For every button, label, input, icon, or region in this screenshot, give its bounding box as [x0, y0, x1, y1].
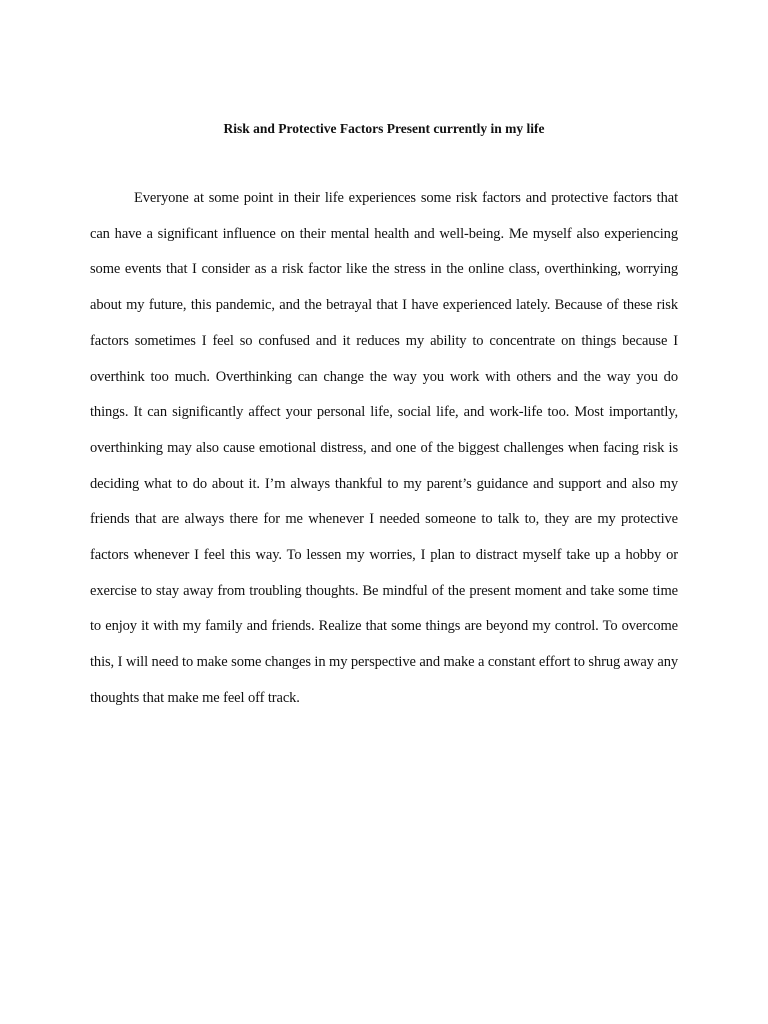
- document-body-paragraph: Everyone at some point in their life experiences some risk factors and protective factors that can have a significant influence on their mental health and well-being. Me myself also experiencing some events that I consider as a risk factor like the stress in the online class, overthinking, worrying about my future, this pandemic, and the betrayal that I have experienced lately. Because of these risk factors sometimes I feel so confused and it reduces my ability to concentrate on things because I overthink too much. Overthinking can change the way you work with others and the way you do things. It can significantly affect your personal life, social life, and work-life too. Most importantly, overthinking may also cause emotional distress, and one of the biggest challenges when facing risk is deciding what to do about it. I’m always thankful to my parent’s guidance and support and also my friends that are always there for me whenever I needed someone to talk to, they are my protective factors whenever I feel this way. To lessen my worries, I plan to distract myself take up a hobby or exercise to stay away from troubling thoughts. Be mindful of the present moment and take some time to enjoy it with my family and friends. Realize that some things are beyond my control. To overcome this, I will need to make some changes in my perspective and make a constant effort to shrug away any thoughts that make me feel off track.: [90, 190, 678, 706]
- document-title: Risk and Protective Factors Present currently in my life: [223, 121, 545, 136]
